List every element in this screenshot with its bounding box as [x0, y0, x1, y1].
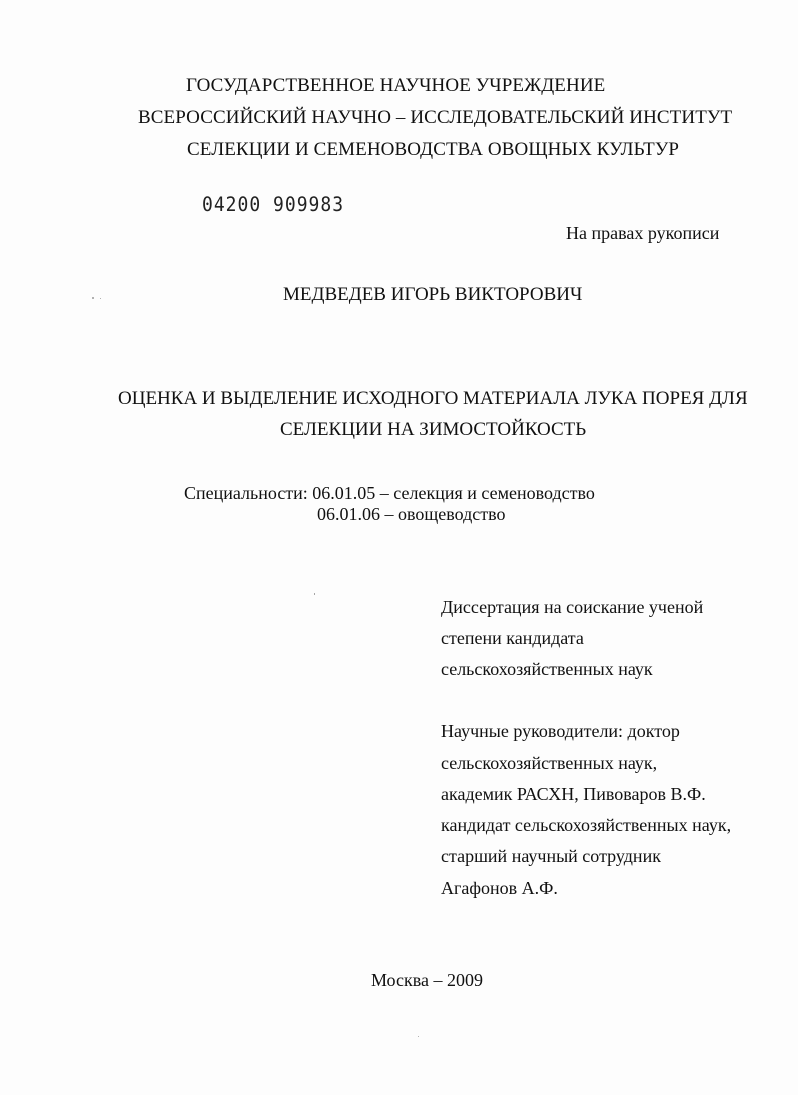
institution-line-2: ВСЕРОССИЙСКИЙ НАУЧНО – ИССЛЕДОВАТЕЛЬСКИЙ ИНСТИТУТ: [138, 107, 733, 128]
scan-speck: [314, 593, 315, 595]
dissertation-degree-line-1: Диссертация на соискание ученой: [441, 597, 704, 617]
specialties-line-2: 06.01.06 – овощеводство: [317, 504, 506, 524]
registration-stamp: 04200 909983: [202, 193, 345, 217]
scan-speck: [92, 297, 94, 299]
institution-line-3: СЕЛЕКЦИИ И СЕМЕНОВОДСТВА ОВОЩНЫХ КУЛЬТУР: [187, 139, 680, 160]
dissertation-title-line-1: ОЦЕНКА И ВЫДЕЛЕНИЕ ИСХОДНОГО МАТЕРИАЛА ЛУКА ПОРЕЯ ДЛЯ: [118, 388, 748, 409]
supervisors-line-4: кандидат сельскохозяйственных наук,: [441, 815, 732, 835]
dissertation-title-line-2: СЕЛЕКЦИИ НА ЗИМОСТОЙКОСТЬ: [280, 419, 587, 440]
author-name: МЕДВЕДЕВ ИГОРЬ ВИКТОРОВИЧ: [283, 284, 583, 305]
dissertation-degree-line-2: степени кандидата: [441, 628, 584, 648]
supervisors-line-2: сельскохозяйственных наук,: [441, 753, 658, 773]
scan-speck: [418, 1036, 419, 1037]
scan-speck: [100, 298, 101, 299]
supervisors-line-1: Научные руководители: доктор: [441, 721, 680, 741]
institution-line-1: ГОСУДАРСТВЕННОЕ НАУЧНОЕ УЧРЕЖДЕНИЕ: [186, 75, 606, 96]
specialties-line-1: Специальности: 06.01.05 – селекция и семеноводство: [184, 483, 595, 503]
dissertation-degree-line-3: сельскохозяйственных наук: [441, 659, 653, 679]
supervisors-line-5: старший научный сотрудник: [441, 846, 661, 866]
manuscript-rights-note: На правах рукописи: [566, 223, 720, 243]
place-and-year: Москва – 2009: [371, 970, 483, 990]
supervisors-line-6: Агафонов А.Ф.: [441, 878, 558, 898]
supervisors-line-3: академик РАСХН, Пивоваров В.Ф.: [441, 784, 706, 804]
